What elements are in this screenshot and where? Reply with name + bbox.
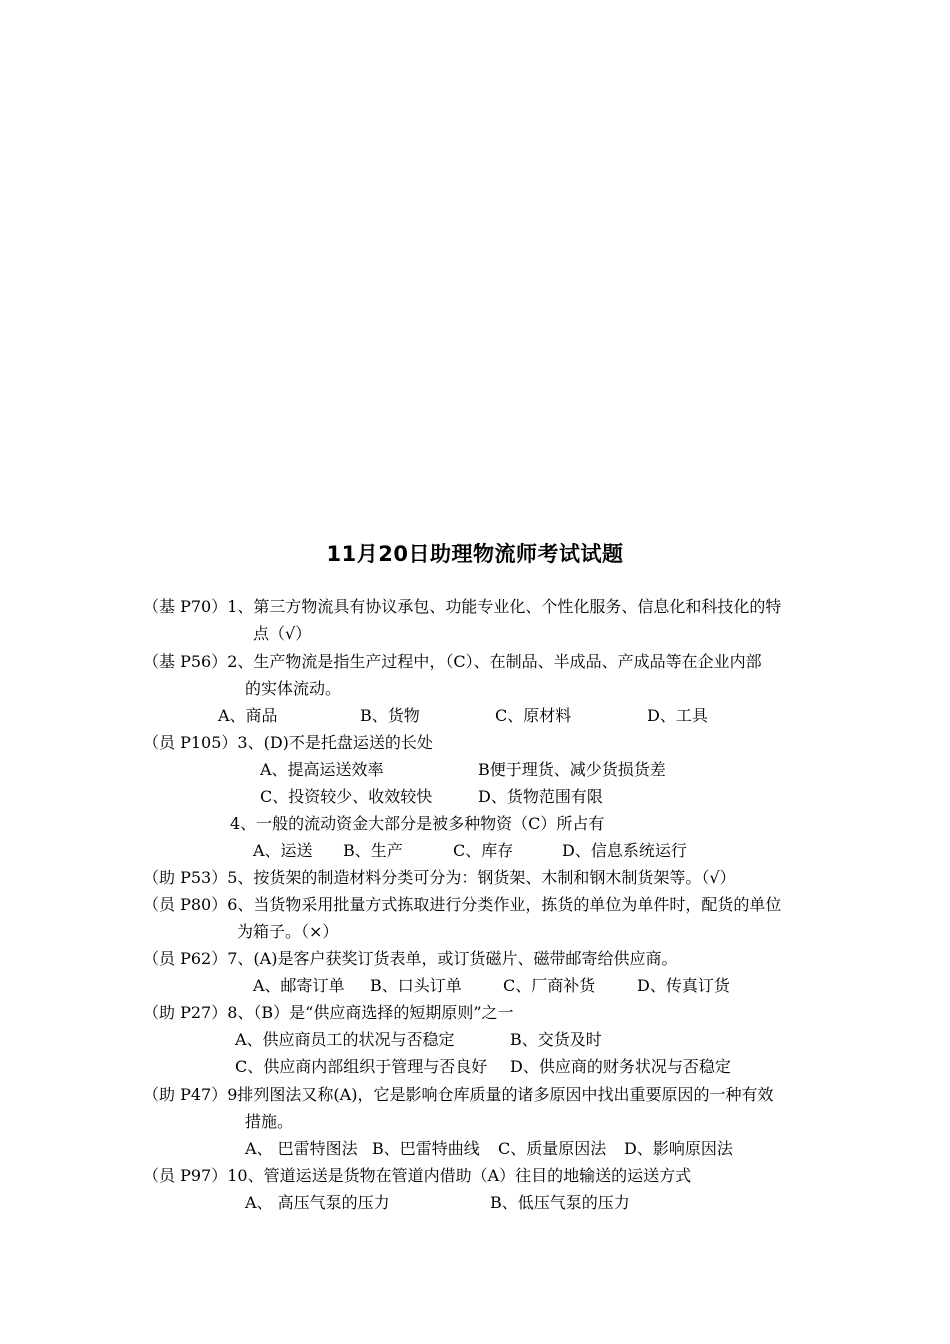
question-4: 4、一般的流动资金大部分是被多种物资（C）所占有 — [230, 814, 605, 833]
question-3 — [143, 733, 433, 753]
question-1-ref: （基 P70） — [143, 597, 228, 616]
question-3-option-b: B便于理货、减少货损货差 — [478, 760, 666, 779]
question-5-ref: （助 P53） — [143, 868, 228, 887]
question-2-option-d: D、工具 — [647, 706, 708, 725]
question-3-option-c: C、投资较少、收效较快 — [260, 787, 433, 806]
question-7-option-c: C、厂商补货 — [503, 976, 596, 995]
question-9-text: 9排列图法又称(A)，它是影响仓库质量的诸多原因中找出重要原因的一种有效 — [227, 1085, 774, 1104]
question-9-option-b: B、巴雷特曲线 — [372, 1139, 480, 1158]
question-6-continuation: 为箱子。（×） — [237, 922, 339, 941]
question-5 — [143, 868, 736, 888]
question-8-option-c: C、供应商内部组织于管理与否良好 — [235, 1057, 488, 1076]
question-7 — [143, 949, 677, 969]
question-1 — [143, 597, 781, 617]
question-2-text: 2、生产物流是指生产过程中，（C）、在制品、半成品、产成品等在企业内部 — [227, 652, 762, 671]
question-3-ref: （员 P105） — [143, 733, 238, 752]
question-6-ref: （员 P80） — [143, 895, 228, 914]
document-title: 11月20日助理物流师考试试题 — [326, 542, 624, 566]
question-7-ref: （员 P62） — [143, 949, 228, 968]
question-3-option-a: A、提高运送效率 — [260, 760, 384, 779]
question-9 — [143, 1085, 773, 1105]
question-1-continuation: 点（√） — [253, 624, 312, 643]
question-8 — [143, 1003, 514, 1023]
question-6-text: 6、当货物采用批量方式拣取进行分类作业，拣货的单位为单件时，配货的单位 — [227, 895, 782, 914]
question-9-option-c: C、质量原因法 — [498, 1139, 607, 1158]
question-1-text: 1、第三方物流具有协议承包、功能专业化、个性化服务、信息化和科技化的特 — [227, 597, 782, 616]
question-10-text: 10、管道运送是货物在管道内借助（A）往目的地输送的运送方式 — [227, 1166, 692, 1185]
question-4-option-c: C、库存 — [453, 841, 514, 860]
question-9-option-a: A、 巴雷特图法 — [245, 1139, 358, 1158]
question-7-option-d: D、传真订货 — [637, 976, 730, 995]
question-4-option-d: D、信息系统运行 — [562, 841, 687, 860]
question-2 — [143, 652, 762, 672]
question-3-option-d: D、货物范围有限 — [478, 787, 603, 806]
question-8-text: 8、（B）是“供应商选择的短期原则”之一 — [227, 1003, 514, 1022]
question-10-ref: （员 P97） — [143, 1166, 228, 1185]
question-10-option-b: B、低压气泵的压力 — [490, 1193, 630, 1212]
question-8-ref: （助 P27） — [143, 1003, 228, 1022]
question-8-option-a: A、供应商员工的状况与否稳定 — [235, 1030, 455, 1049]
question-8-option-d: D、供应商的财务状况与否稳定 — [510, 1057, 731, 1076]
question-4-option-a: A、运送 — [253, 841, 313, 860]
question-10 — [143, 1166, 691, 1186]
question-7-option-a: A、邮寄订单 — [253, 976, 345, 995]
question-2-option-a: A、商品 — [218, 706, 278, 725]
question-4-option-b: B、生产 — [343, 841, 403, 860]
question-7-text: 7、(A)是客户获奖订货表单，或订货磁片、磁带邮寄给供应商。 — [227, 949, 678, 968]
question-7-option-b: B、口头订单 — [370, 976, 462, 995]
question-8-option-b: B、交货及时 — [510, 1030, 602, 1049]
question-3-text: 3、(D)不是托盘运送的长处 — [237, 733, 433, 752]
question-9-continuation: 措施。 — [245, 1112, 294, 1131]
question-2-option-c: C、原材料 — [495, 706, 572, 725]
question-2-continuation: 的实体流动。 — [245, 679, 342, 698]
question-10-option-a: A、 高压气泵的压力 — [245, 1193, 390, 1212]
question-9-ref: （助 P47） — [143, 1085, 228, 1104]
question-9-option-d: D、影响原因法 — [624, 1139, 733, 1158]
question-6 — [143, 895, 781, 915]
question-2-option-b: B、货物 — [360, 706, 420, 725]
question-5-text: 5、按货架的制造材料分类可分为：钢货架、木制和钢木制货架等。（√） — [227, 868, 736, 887]
question-2-ref: （基 P56） — [143, 652, 228, 671]
